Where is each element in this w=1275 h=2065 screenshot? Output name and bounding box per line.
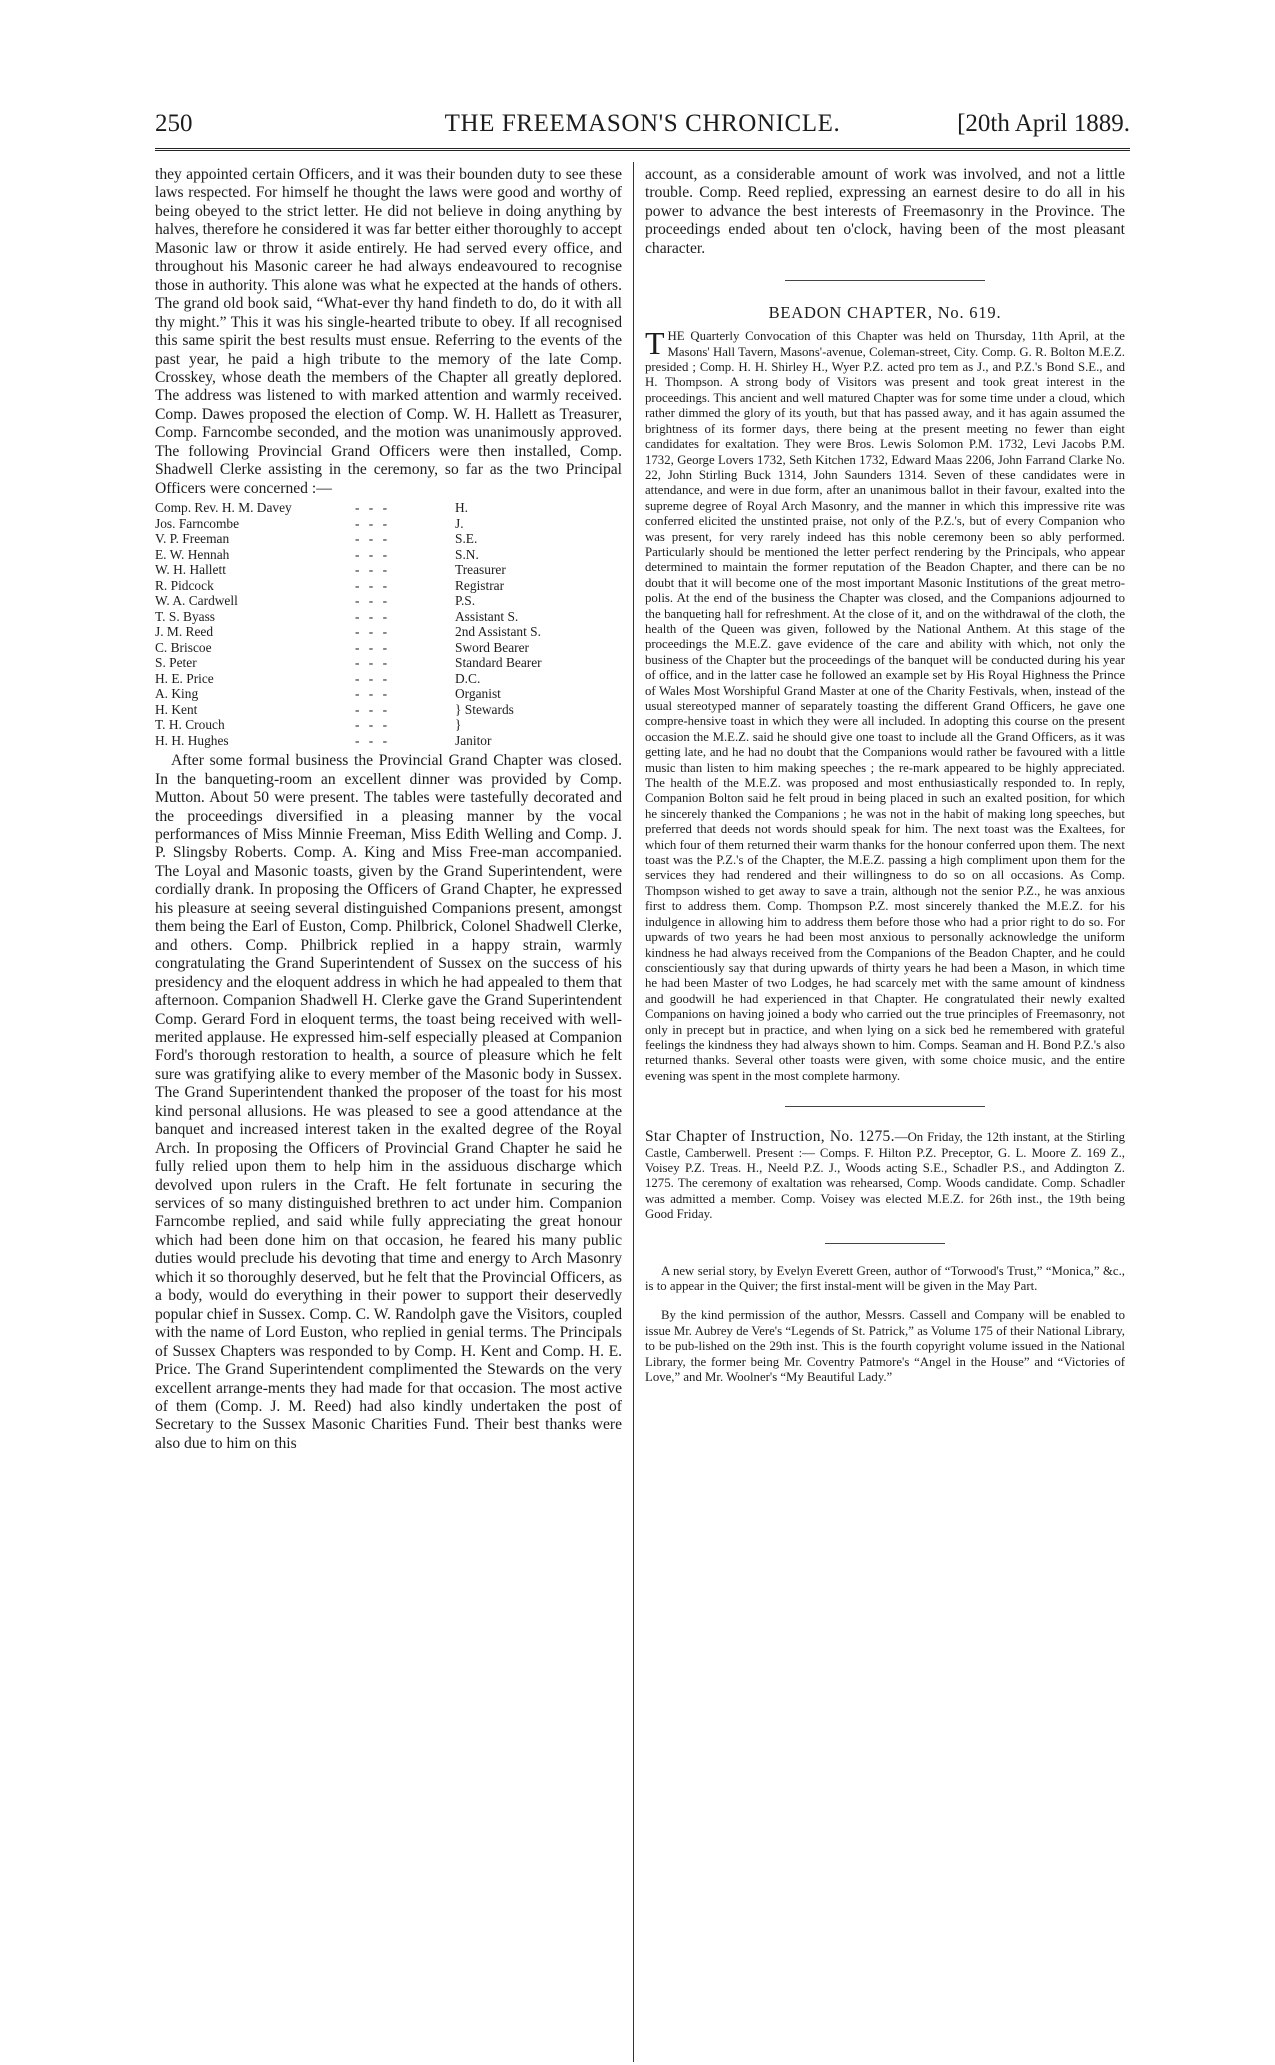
roster-row — [155, 717, 622, 733]
roster-row — [155, 500, 622, 516]
page-header — [155, 108, 1130, 154]
officer-office: S.E. — [455, 531, 478, 547]
leader-dots: - - - — [355, 717, 391, 733]
officer-name: C. Briscoe — [155, 639, 212, 655]
roster-row — [155, 702, 622, 718]
article-continuation: account, as a considerable amount of work was involved, and not a little trouble. Comp. Reed replied, expressing an earnest desire to do all in his power to advance the best interests of Freemasonry in the Province. The proceedings ended about ten o'clock, having been of the most pleasant character. — [645, 166, 1125, 257]
leader-dots: - - - — [355, 515, 391, 531]
leader-dots: - - - — [355, 670, 391, 686]
roster-row — [155, 733, 622, 749]
header-rule — [155, 148, 1130, 151]
leader-dots: - - - — [355, 732, 391, 748]
section-separator — [785, 280, 985, 281]
left-column — [155, 166, 622, 1453]
officer-name: W. A. Cardwell — [155, 593, 238, 609]
star-body: —On Friday, the 12th instant, at the Stirling Castle, Camberwell. Present :— Comps. F. Hilton P.Z. Preceptor, G. L. Moore Z. 169 Z., Voisey P.Z. Treas. H., Neeld P.Z. J., Woods acting S.E., Schadler P.S., and Addington Z. 1275. The ceremony of exaltation was rehearsed, Comp. Woods candidate. Comp. Schadler was admitted a member. Comp. Voisey was elected M.E.Z. for 26th inst., the 19th being Good Friday. — [645, 1130, 1125, 1222]
column-divider — [633, 162, 634, 2062]
leader-dots: - - - — [355, 577, 391, 593]
leader-dots: - - - — [355, 655, 391, 671]
issue-date: [20th April 1889. — [957, 110, 1130, 137]
article-paragraph: they appointed certain Officers, and it was their bounden duty to see these laws respected. For himself he thought the laws were good and worthy of being obeyed to the strict letter. He did not believe in doing anything by halves, therefore he considered it was far better either thoroughly to accept Masonic law or throw it aside entirely. He had served every office, and throughout his Masonic career he had always endeavoured to recognise those in authority. This alone was what he expected at the hands of others. The grand old book said, “What-ever thy hand findeth to do, do it with all thy might.” This it was his single-hearted tribute to obey. If all recognised this same spirit the best results must ensue. Referring to the events of the past year, he paid a high tribute to the memory of the late Comp. Crosskey, whose death the members of the Chapter all greatly deplored. The address was listened to with marked attention and warmly received. Comp. Dawes proposed the election of Comp. W. H. Hallett as Treasurer, Comp. Farncombe seconded, and the motion was unanimously approved. The following Provincial Grand Officers were then installed, Comp. Shadwell Clerke assisting in the ceremony, so far as the two Principal Officers were concerned :— — [155, 166, 622, 497]
officer-name: T. H. Crouch — [155, 717, 225, 733]
roster-row — [155, 640, 622, 656]
roster-row — [155, 547, 622, 563]
officer-office: Standard Bearer — [455, 655, 542, 671]
officer-office: } Stewards — [455, 701, 514, 717]
roster-row — [155, 593, 622, 609]
leader-dots: - - - — [355, 531, 391, 547]
officer-name: Jos. Farncombe — [155, 515, 240, 531]
beadon-body: HE Quarterly Convocation of this Chapter was held on Thursday, 11th April, at the Masons' Hall Tavern, Masons'-avenue, Coleman-street, City. Comp. G. R. Bolton M.E.Z. presided ; Comp. H. H. Shirley H., Wyer P.Z. acted pro tem as J., and P.Z.'s Bond S.E., and H. Thompson. A strong body of Visitors was present and took great interest in the proceedings. This ancient and well matured Chapter was for some time under a cloud, which rather dimmed the glory of its youth, but that has passed away, and it has again assumed the brightness of its former days, there being at the present meeting no fewer than eight candidates for exaltation. They were Bros. Lewis Solomon P.M. 1732, Levi Jacobs P.M. 1732, George Lovers 1732, Seth Kitchen 1732, Edward Maas 2206, John Farrand Clarke No. 22, John Stirling Buck 1314, John Saunders 1314. Seven of these candidates were in attendance, and were in due form, after an unanimous ballot in their favour, exalted into the supreme degree of Royal Arch Masonry, and the manner in which this impressive rite was conferred elicited the unstinted praise, not only of the P.Z.'s, but of every Companion who was present, for very rarely indeed has this noble ceremony been so ably performed. Particularly should be mentioned the letter perfect rendering by the Principals, who appear determined to maintain the former reputation of the Beadon Chapter, and there can be no doubt that it will become one of the most important Masonic Institutions of the great metro-polis. At the end of the business the Chapter was closed, and the Companions adjourned to the banqueting hall for refreshment. At the close of it, and on the withdrawal of the cloth, the health of the Queen was given, followed by the National Anthem. At this stage of the proceedings the M.E.Z. gave evidence of the care and ability with which, not only the business of the Chapter but the proceedings of the banquet will be conducted during his year of office, and in the latter case he followed an example set by His Royal Highness the Prince of Wales Most Worshipful Grand Master at one of the Charity Festivals, when, instead of the usual stereotyped manner of separately toasting the different Grand Officers, he gave one compre-hensive toast in which they were all included. In adopting this course on the present occasion the M.E.Z. said he should give one toast to include all the Grand Officers, as it was getting late, and he had no doubt that the Companions would rather be favoured with a little music than listen to him making speeches ; the re-mark appeared to be highly appreciated. The health of the M.E.Z. was proposed and most enthusiastically responded to. In reply, Companion Bolton said he felt proud in being placed in such an exalted position, for which he sincerely thanked the Companions ; he was not in the habit of making long speeches, but preferred that deeds not words should speak for him. The next toast was the Exaltees, for which four of them returned their warm thanks for the honour conferred upon them. The next toast was the P.Z.'s of the Chapter, the M.E.Z. passing a high compliment upon them for the services they had rendered and their willingness to do so on all occasions. As Comp. Thompson wished to get away to save a train, although not the senior P.Z., he was anxious first to address them. Comp. Thompson P.Z. most sincerely thanked the M.E.Z. for his indulgence in allowing him to address them before those who had a prior right to do so. For upwards of two years he had been most anxious to personally acknowledge the uniform kindness he had always received from the Companions of the Beadon Chapter, and he could conscientiously say that during upwards of thirty years he had been a Mason, in which time he had been Master of two Lodges, he had scarcely met with the same amount of kindness and goodwill he had experienced in that Chapter. He congratulated their newly exalted Companions on having joined a body who carried out the true principles of Freemasonry, not only in precept but in practice, and when lying on a sick bed he remembered with grateful feelings the kindness they had always shown to him. Comps. Seaman and H. Bond P.Z.'s also returned thanks. Several other toasts were given, with some choice music, and the entire evening was spent in the most complete harmony. — [645, 329, 1125, 1083]
roster-row — [155, 671, 622, 687]
officer-name: A. King — [155, 686, 199, 702]
leader-dots: - - - — [355, 500, 391, 516]
publication-title: THE FREEMASON'S CHRONICLE. — [444, 110, 841, 137]
section-separator — [825, 1243, 945, 1244]
officer-name: H. H. Hughes — [155, 732, 229, 748]
article-paragraph: After some formal business the Provincial Grand Chapter was closed. In the banqueting-room an excellent dinner was provided by Comp. Mutton. About 50 were present. The tables were tastefully decorated and the proceedings diversified in a pleasing manner by the vocal performances of Miss Minnie Freeman, Miss Edith Welling and Comp. J. P. Slingsby Roberts. Comp. A. King and Miss Free-man accompanied. The Loyal and Masonic toasts, given by the Grand Superintendent, were cordially drank. In proposing the Officers of Grand Chapter, he expressed his pleasure at seeing several distinguished Companions present, amongst them being the Earl of Euston, Comp. Philbrick, Colonel Shadwell Clerke, and others. Comp. Philbrick replied in a happy strain, warmly congratulating the Grand Superintendent of Sussex on the success of his presidency and the eloquent address in which he had appealed to them that afternoon. Companion Shadwell H. Clerke gave the Grand Superintendent Comp. Gerard Ford in eloquent terms, the toast being received with well-merited applause. He expressed him-self especially pleased at Companion Ford's thorough restoration to health, a source of pleasure which he felt sure was gratifying alike to every member of the Masonic body in Sussex. The Grand Superintendent thanked the proposer of the toast for his most kind personal allusions. He was pleased to see a good attendance at the banquet and increased interest taken in the exalted degree of the Royal Arch. In proposing the Officers of Provincial Grand Chapter he said he fully relied upon them to help him in the assiduous discharge which devolved upon rulers in the Craft. He felt fortunate in securing the services of so many distinguished brethren to act under him. Companion Farncombe replied, and said while fully appreciating the great honour which had been done him on that occasion, he feared his many public duties would preclude his devoting that time and energy to Arch Masonry which it so thoroughly deserved, but he felt that the Provincial Officers, as a body, would do everything in their power to support their deservedly popular chief in Sussex. Comp. C. W. Randolph gave the Visitors, coupled with the name of Lord Euston, who replied in genial terms. The Principals of Sussex Chapters was responded to by Comp. H. Kent and Comp. H. E. Price. The Grand Superintendent complimented the Stewards on the very excellent arrange-ments they had made for that occasion. The most active of them (Comp. J. M. Reed) had also kindly undertaken the post of Secretary to the Sussex Masonic Charities Fund. Their best thanks were also due to him on this — [155, 752, 622, 1452]
roster-row — [155, 624, 622, 640]
officer-name: T. S. Byass — [155, 608, 216, 624]
roster-row — [155, 562, 622, 578]
roster-row — [155, 686, 622, 702]
roster-row — [155, 655, 622, 671]
officer-name: H. Kent — [155, 701, 198, 717]
leader-dots: - - - — [355, 686, 391, 702]
leader-dots: - - - — [355, 624, 391, 640]
beadon-chapter-heading: BEADON CHAPTER, No. 619. — [768, 303, 1002, 323]
leader-dots: - - - — [355, 562, 391, 578]
officer-name: S. Peter — [155, 655, 197, 671]
section-separator — [785, 1106, 985, 1107]
roster-row — [155, 516, 622, 532]
right-column — [645, 166, 1125, 1385]
officer-office: D.C. — [455, 670, 481, 686]
officer-name: W. H. Hallett — [155, 562, 226, 578]
roster-row — [155, 609, 622, 625]
officer-office: J. — [455, 515, 464, 531]
officer-office: H. — [455, 500, 469, 516]
leader-dots: - - - — [355, 593, 391, 609]
leader-dots: - - - — [355, 701, 391, 717]
star-chapter-heading: Star Chapter of Instruction, No. 1275. — [645, 1128, 895, 1146]
officer-name: E. W. Hennah — [155, 546, 230, 562]
officer-office: S.N. — [455, 546, 479, 562]
leader-dots: - - - — [355, 608, 391, 624]
officer-office: Janitor — [455, 732, 492, 748]
leader-dots: - - - — [355, 546, 391, 562]
officer-office: Sword Bearer — [455, 639, 529, 655]
beadon-chapter-report — [645, 325, 1125, 1084]
officer-office: P.S. — [455, 593, 476, 609]
star-chapter-report — [645, 1129, 1125, 1222]
officer-office: 2nd Assistant S. — [455, 624, 541, 640]
officer-office: Organist — [455, 686, 501, 702]
serial-story-notice: A new serial story, by Evelyn Everett Green, author of “Torwood's Trust,” “Monica,” &c., is to appear in the Quiver; the first instal-ment will be given in the May Part. — [645, 1263, 1125, 1294]
roster-row — [155, 531, 622, 547]
officer-name: J. M. Reed — [155, 624, 214, 640]
leader-dots: - - - — [355, 639, 391, 655]
officer-office: Registrar — [455, 577, 505, 593]
officer-name: R. Pidcock — [155, 577, 214, 593]
officer-office: Assistant S. — [455, 608, 519, 624]
roster-row — [155, 578, 622, 594]
drop-cap: T — [645, 325, 665, 362]
officers-roster — [155, 500, 622, 748]
officer-name: Comp. Rev. H. M. Davey — [155, 500, 292, 516]
officer-office: } — [455, 717, 462, 733]
officer-office: Treasurer — [455, 562, 506, 578]
page-number: 250 — [155, 110, 193, 137]
national-library-notice: By the kind permission of the author, Messrs. Cassell and Company will be enabled to issue Mr. Aubrey de Vere's “Legends of St. Patrick,” as Volume 175 of their National Library, to be pub-lished on the 29th inst. This is the fourth copyright volume issued in the National Library, the former being Mr. Coventry Patmore's “Angel in the House” and “Victories of Love,” and Mr. Woolner's “My Beautiful Lady.” — [645, 1308, 1125, 1385]
officer-name: V. P. Freeman — [155, 531, 230, 547]
officer-name: H. E. Price — [155, 670, 214, 686]
